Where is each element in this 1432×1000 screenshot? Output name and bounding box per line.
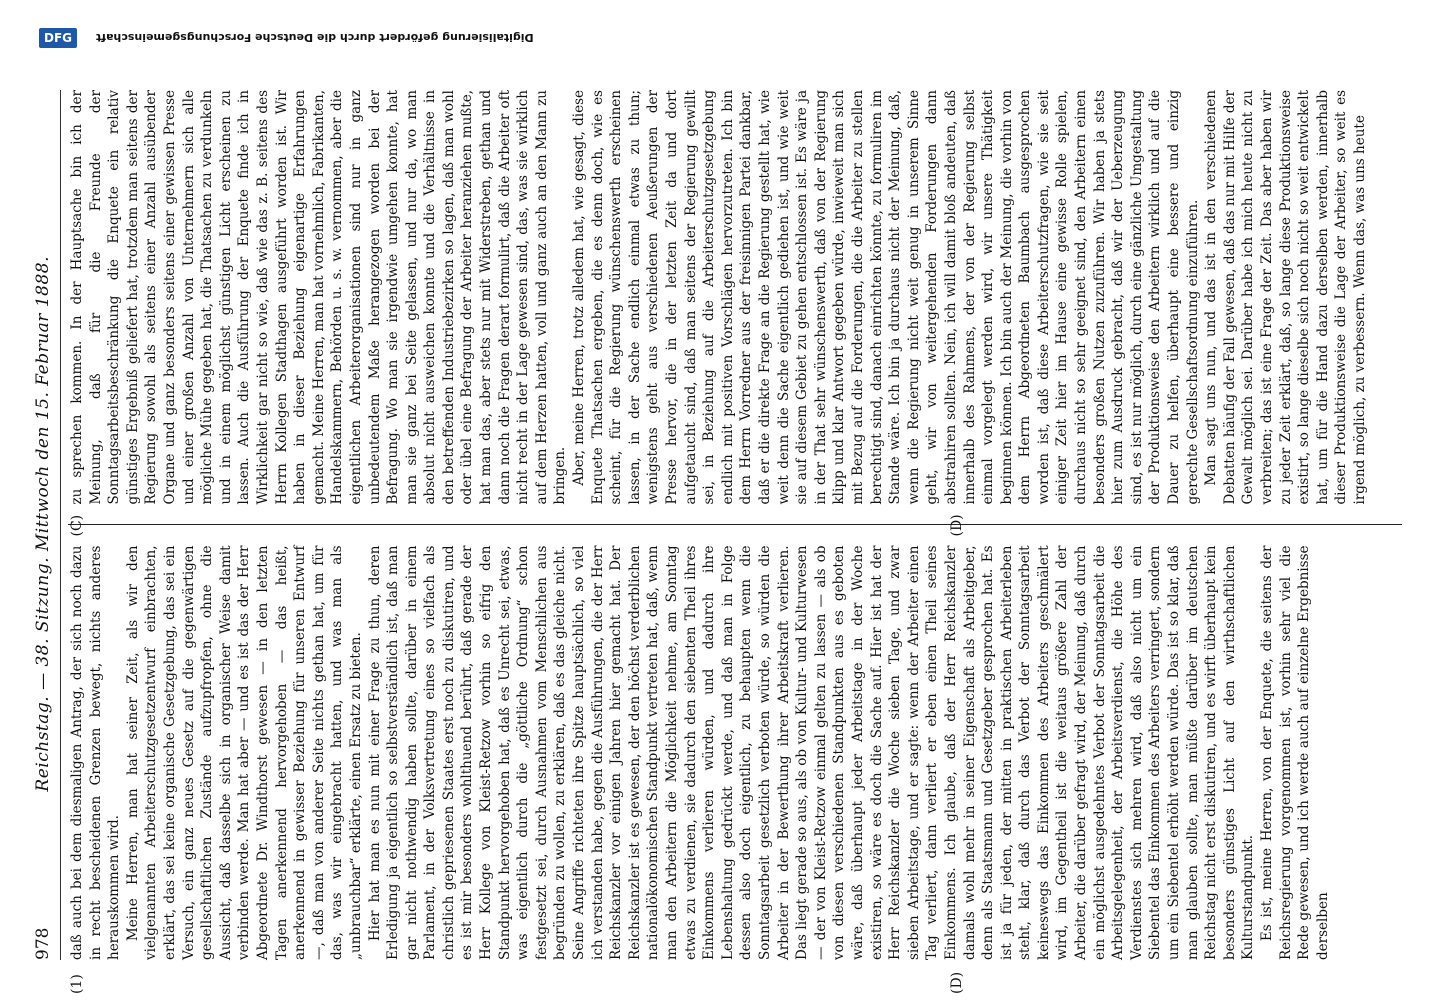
page-title: Reichstag. — 38. Sitzung. Mittwoch den 15. Februar 1888. (33, 255, 53, 792)
paragraph: Hier hat man es nun mit einer Frage zu thun, deren Erledigung ja eigentlich so selbstverständlich ist, daß man gar nicht nothwendig haben sollte, darüber in einem Parlament, in der Volksvertretung eines so vielfach als christlich gepriesenen Staates erst noch zu diskutiren, und es ist mir besonders wohlthuend berührt, daß gerade der Herr Kollege von Kleist-Retzow vorhin so eifrig den Standpunkt hervorgehoben hat, daß es Unrecht sei, etwas, was eigentlich durch die „göttliche Ordnung“ schon festgesetzt sei, durch Ausnahmen vom Menschlichen aus begründen zu wollen, zu erklären, daß es das gleiche nicht. Seine Angriffe richteten ihre Spitze hauptsächlich, so viel ich verstanden habe, gegen die Ausführungen, die der Herr Reichskanzler vor einigen Jahren hier gemacht hat. Der Reichskanzler ist es gewesen, der den höchst verderblichen nationalökonomischen Standpunkt vertreten hat, daß, wenn man den Arbeitern die Möglichkeit nehme, am Sonntag etwas zu verdienen, sie dadurch den siebenten Theil ihres Einkommens verlieren würden, und dadurch ihre Lebenshaltung gedrückt werde, und daß man in Folge dessen also doch eigentlich, zu behaupten wenn die Sonntagsarbeit gesetzlich verboten würde, so würden die Arbeiter in der Bewerthung ihrer Arbeitskraft verlieren. Das liegt gerade so aus, als ob von Kultur- und Kulturwesen — der von Kleist-Retzow einmal gelten zu lassen — als ob von diesen verschiedenen Standpunkten aus es geboten wäre, daß überhaupt jeder Arbeitstage in der Woche existiren, so wäre es doch die Sache auf. Hier ist hat der Herr Reichskanzler die Woche sieben Tage, und zwar sieben Arbeitstage, und er sagte: wenn der Arbeiter einen Tag verliert, dann verliert er eben einen Theil seines Einkommens. Ich glaube, daß der Herr Reichskanzler damals wohl mehr in seiner Eigenschaft als Arbeitgeber, denn als Staatsmann und Gesetzgeber gesprochen hat. Es ist ja für jeden, der mitten in praktischen Arbeiterleben steht, klar, daß durch das Verbot der Sonntagsarbeit keineswegs das Einkommen des Arbeiters geschmälert wird, im Gegentheil ist die weitaus größere Zahl der Arbeiter, die darüber gefragt wird, der Meinung, daß durch ein möglichst ausgedehntes Verbot der Sonntagsarbeit die Arbeitsgelegenheit, der Arbeitsverdienst, die Höhe des Verdienstes sich mehren wird, daß also nicht um ein Siebentel das Einkommen des Arbeiters verringert, sondern um ein Siebentel erhöht werden würde. Das ist so klar, daß man glauben sollte, man müßte darüber im deutschen Reichstag nicht erst diskutiren, und es wirft überhaupt kein besonders günstiges Licht auf den wirthschaftlichen Kulturstandpunkt. (366, 545, 1257, 960)
margin-marker-bottom: (D) (949, 514, 965, 537)
left-column (68, 545, 1402, 994)
paragraph: Es ist, meine Herren, von der Enquete, die seitens der Reichsregierung vorgenommen ist, vorhin sehr viel die Rede gewesen, und ich werde auch auf einzelne Ergebnisse derselben (1259, 545, 1331, 960)
right-column (68, 90, 1402, 537)
text-columns (68, 90, 1402, 994)
dfg-logo: DFG (39, 28, 77, 48)
digitization-note: Digitalisierung gefördert durch die Deutsche Forschungsgemeinschaft (96, 31, 534, 45)
paragraph: Meine Herren, man hat seiner Zeit, als wir den vielgenannten Arbeiterschutzgesetzentwurf einbrachten, erklärt, das sei keine organische Gesetzgebung, das sei ein Versuch, ein ganz neues Gesetz auf die gegenwärtigen gesellschaftlichen Zustände aufzupfropfen, ohne die Aussicht, daß dasselbe sich in organischer Weise damit verbinden werde. Man hat aber — und es ist das der Herr Abgeordnete Dr. Windthorst gewesen — in den letzten Tagen anerkennend hervorgehoben — das heißt, anerkennend in gewisser Beziehung für unseren Entwurf —, daß man von anderer Seite nichts gethan hat, um für das, was wir eingebracht hatten, und was man als „unbrauchbar“ erklärte, einen Ersatz zu bieten. (124, 545, 364, 960)
paragraph: daß auch bei dem diesmaligen Antrag, der sich noch dazu in recht bescheidenen Grenzen bewegt, nichts anderes herauskommen wird. (69, 545, 123, 960)
margin-marker-top: (C) (69, 514, 85, 537)
margin-marker-top: (1) (69, 974, 85, 994)
paragraph: Man sagt uns nun, und das ist in den verschiedenen Debatten häufig der Fall gewesen, daß das nur mit Hilfe der Gewalt möglich sei. Darüber habe ich mich heute nicht zu verbreiten; das ist eine Frage der Zeit. Das aber haben wir zu jeder Zeit erklärt, daß, so lange diese Produktionsweise existirt, so lange dieselbe sich noch nicht so weit entwickelt hat, um für die Hand dazu derselben werden, innerhalb dieser Produktionsweise die Lage der Arbeiter, so weit es irgend möglich, zu verbessern. Wenn das, was uns heute (1203, 90, 1368, 505)
digitization-sidebar (30, 8, 1402, 68)
page-header (26, 90, 61, 960)
paragraph: Aber, meine Herren, trotz alledem hat, wie gesagt, diese Enquete Thatsachen ergeben, die es denn doch, wie es scheint, für die Regierung wünschenswerth erscheinen lassen, in der Sache endlich einmal etwas zu thun; wenigstens geht aus verschiedenen Aeußerungen der Presse hervor, die in der letzten Zeit da und dort aufgetaucht sind, daß man seitens der Regierung gewillt sei, in Beziehung auf die Arbeiterschutzgesetzgebung endlich mit positiven Vorschlägen hervorzutreten. Ich bin dem Herrn Vorredner aus der freisinnigen Partei dankbar, daß er die direkte Frage an die Regierung gestellt hat, wie weit denn die Sache eigentlich gediehen ist, und wie weit sie auf diesem Gebiet zu gehen entschlossen ist. Es wäre ja in der That sehr wünschenswerth, daß von der Regierung klipp und klar Antwort gegeben würde, inwieweit man sich mit Bezug auf die Forderungen, die die Arbeiter zu stellen berechtigt sind, danach einrichten könnte, zu formuliren im Stande wäre. Ich bin ja durchaus nicht der Meinung, daß, wenn die Regierung nicht weit genug in unserem Sinne geht, wir von weitergehenden Forderungen dann abstrahiren sollten. Nein, ich will damit bloß andeuten, daß innerhalb des Rahmens, der von der Regierung selbst einmal vorgelegt werden wird, wir unsere Thätigkeit beginnen können. Ich bin auch der Meinung, die vorhin von dem Herrn Abgeordneten Baumbach ausgesprochen worden ist, daß diese Arbeiterschutzfragen, wie sie seit einiger Zeit hier im Hause eine gewisse Rolle spielen, durchaus nicht so sehr geeignet sind, den Arbeitern einen besonders großen Nutzen zuzuführen. Wir haben ja stets hier zum Ausdruck gebracht, daß wir der Ueberzeugung sind, es ist nur möglich, durch eine gänzliche Umgestaltung der Produktionsweise den Arbeitern wirklich und auf die Dauer zu helfen, überhaupt eine bessere und einzig gerechte Gesellschaftsordnung einzuführen. (571, 90, 1201, 505)
page-number: 978 (33, 927, 53, 960)
paragraph: zu sprechen kommen. In der Hauptsache bin ich der Meinung, daß für die Freunde der Sonntagsarbeitsbeschränkung die Enquete ein relativ günstiges Ergebniß geliefert hat, trotzdem man seitens der Regierung sowohl als seitens einer Anzahl ausübender Organe und ganz besonders seitens einer gewissen Presse und einer großen Anzahl von Unternehmern sich alle mögliche Mühe gegeben hat, die Thatsachen zu verdunkeln und in einem möglichst günstigen Licht erscheinen zu lassen. Auch die Ausführung der Enquete finde ich in Wirklichkeit gar nicht so wie, daß wie das z. B. seitens des Herrn Kollegen Stadthagen ausgeführt worden ist. Wir haben in dieser Beziehung eigenartige Erfahrungen gemacht. Meine Herren, man hat vornehmlich, Fabrikanten, Handelskammern, Behörden u. s. w. vernommen, aber die eigentlichen Arbeiterorganisationen sind nur in ganz unbedeutendem Maße herangezogen worden bei der Befragung. Wo man sie irgendwie umgehen konnte, hat man sie ganz bei Seite gelassen, und nur da, wo man absolut nicht ausweichen konnte und die Verhältnisse in den betreffenden Industriebezirken so lagen, daß man wohl oder übel eine Befragung der Arbeiter heranziehen mußte, hat man das, aber stets nur mit Widerstreben, gethan und dann noch die Fragen derart formulirt, daß die Arbeiter oft nicht recht in der Lage gewesen sind, das, was sie wirklich auf dem Herzen hatten, voll und ganz auch an den Mann zu bringen. (69, 90, 569, 505)
margin-marker-bottom: (D) (949, 971, 965, 994)
